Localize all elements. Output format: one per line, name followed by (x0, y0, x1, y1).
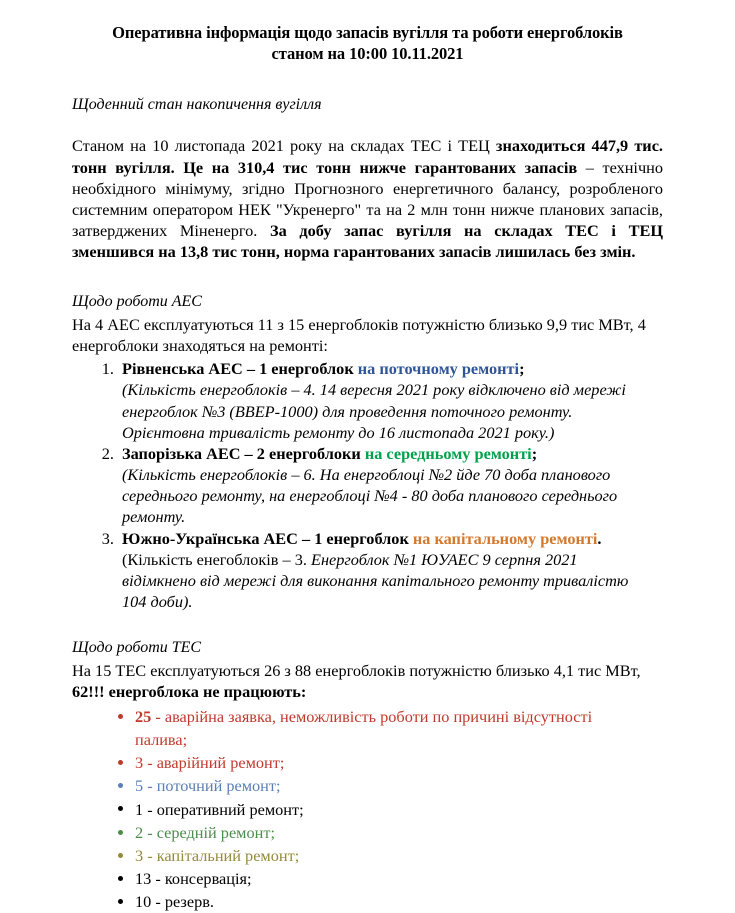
list-item (118, 798, 663, 821)
aes-plant-name: Рівненська АЕС – 1 енергоблок (122, 359, 358, 379)
tes-outage-reason: - середній ремонт; (143, 822, 275, 842)
list-item (118, 705, 663, 751)
list-item (118, 821, 663, 844)
tes-outage-count: 13 (135, 869, 152, 889)
aes-status-tail: ; (531, 443, 538, 463)
aes-repair-status-link[interactable]: на середньому ремонті (364, 443, 532, 463)
tes-outage-reason: - резерв. (151, 892, 214, 912)
list-item (118, 358, 663, 443)
tes-outage-reason: - аварійний ремонт; (143, 753, 285, 773)
coal-text-part-2-bold: знаходиться 447,9 тис. тонн вугілля. Це на 310,4 тис тонн нижче гарантованих запасів (72, 136, 663, 177)
tes-intro-part-1: На 15 ТЕС експлуатуються 26 з 88 енергоблоків потужністю близько 4,1 тис МВт, (72, 660, 641, 680)
section-heading-aes: Щодо роботи АЕС (72, 293, 202, 311)
tes-outage-reason: - поточний ремонт; (143, 776, 281, 796)
tes-outage-count: 3 (135, 753, 144, 773)
list-item (118, 528, 663, 613)
aes-note-italic-body: Енергоблок №1 ЮУАЕС 9 серпня 2021 відімкнено від мережі для виконання капітального ремонту тривалістю 104 доби). (122, 549, 629, 612)
section-heading-coal: Щоденний стан накопичення вугілля (72, 95, 322, 113)
list-item (118, 844, 663, 867)
aes-plant-note: (Кількість енергоблоків – 6. На енергоблоці №2 йде 70 доба планового середнього ремонту, на енергоблоці №4 - 80 доба планового середнього ремонту. (122, 465, 618, 527)
tes-intro-part-2-bold: 62!!! енергоблока не працюють: (72, 681, 307, 701)
aes-intro: На 4 АЕС експлуатуються 11 з 15 енергоблоків потужністю близько 9,9 тис МВт, 4 енергоблоки знаходяться на ремонті: (72, 314, 646, 356)
tes-outage-count: 1 (135, 799, 144, 819)
list-item (118, 890, 663, 913)
paragraph-coal-status (72, 135, 663, 262)
aes-status-tail: ; (519, 359, 525, 379)
aes-repair-status-link[interactable]: на поточному ремонті (357, 359, 520, 379)
aes-status-tail: . (597, 528, 602, 548)
aes-note-roman-prefix: (Кількість енегоблоків – 3. (122, 549, 312, 569)
tes-outage-count: 2 (135, 822, 144, 842)
page-title (72, 22, 663, 65)
tes-outage-reason: - оперативний ремонт; (143, 799, 304, 819)
tes-outage-count: 3 (135, 845, 144, 865)
list-item (118, 867, 663, 890)
list-item (118, 443, 663, 528)
list-item (118, 751, 663, 774)
coal-text-part-4-bold: За добу запас вугілля на складах ТЕС і ТЕЦ зменшився на 13,8 тис тонн, норма гарантованих запасів лишилась без змін. (72, 221, 663, 262)
tes-outage-count: 25 (135, 707, 152, 727)
aes-plant-note (122, 549, 663, 613)
aes-plant-list (72, 358, 663, 612)
tes-outage-reason: - консервація; (151, 869, 252, 889)
aes-plant-note: (Кількість енергоблоків – 4. 14 вересня 2021 року відключено від мережі енергоблок №3 (ВВЕР-1000) для проведення поточного ремонту. Орієнтовна тривалість ремонту до 16 листопада 2021 року.) (122, 380, 626, 442)
list-item (118, 774, 663, 797)
coal-text-part-1: Станом на 10 листопада 2021 року на складах ТЕС і ТЕЦ (72, 136, 496, 156)
section-heading-tes: Щодо роботи ТЕС (72, 639, 202, 657)
page-title-line-1: Оперативна інформація щодо запасів вугілля та роботи енергоблоків (112, 23, 623, 42)
tes-outage-reason: - аварійна заявка, неможливість роботи по причині відсутності палива; (135, 707, 593, 750)
coal-text-part-3: – технічно необхідного мінімуму, згідно Прогнозного енергетичного балансу, розробленого системним оператором НЕК "Укренерго" та на 2 млн тонн нижче планових запасів, затверджених Міненерго. (72, 157, 663, 241)
tes-outage-count: 10 (135, 892, 152, 912)
aes-repair-status-link[interactable]: на капітальному ремонті (412, 528, 598, 548)
tes-outage-count: 5 (135, 776, 144, 796)
page-title-line-2: станом на 10:00 10.11.2021 (271, 44, 464, 64)
tes-intro (72, 660, 663, 702)
tes-outage-reason: - капітальний ремонт; (143, 845, 300, 865)
aes-plant-name: Южно-Українська АЕС – 1 енергоблок (122, 528, 413, 548)
aes-plant-name: Запорізька АЕС – 2 енергоблоки (122, 443, 365, 463)
tes-outage-list (72, 705, 663, 913)
